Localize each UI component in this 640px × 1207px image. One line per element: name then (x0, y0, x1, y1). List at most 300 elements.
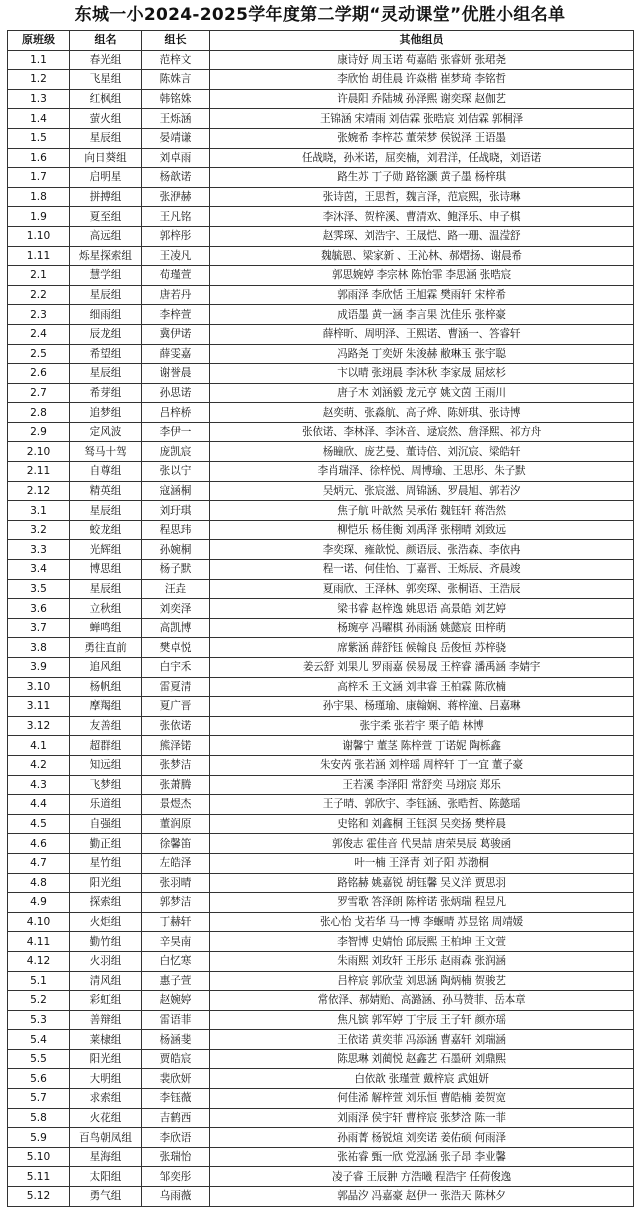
leader-cell: 陈姝言 (142, 70, 210, 90)
leader-cell: 左皓泽 (142, 853, 210, 873)
group-name-cell: 烁星探索组 (70, 246, 142, 266)
group-name-cell: 火炬组 (70, 912, 142, 932)
members-cell: 席紫涵 薛舒钰 候翰良 岳俊恒 苏梓骁 (210, 638, 634, 658)
header-group-name: 组名 (70, 31, 142, 51)
members-cell: 张宇柔 张若宇 栗子皓 林博 (210, 716, 634, 736)
table-row (8, 834, 634, 854)
leader-cell: 雷夏清 (142, 677, 210, 697)
members-cell: 魏毓恩、梁家新 、王沁林、郝熠扬、谢晨希 (210, 246, 634, 266)
members-cell: 任战晓，孙米诺，屈奕楠，刘君洋，任战晓，刘语诺 (210, 148, 634, 168)
leader-cell: 冀伊诺 (142, 324, 210, 344)
group-name-cell: 立秋组 (70, 599, 142, 619)
group-name-cell: 阳光组 (70, 1049, 142, 1069)
members-cell: 李智博 史婧怡 邱辰熙 王柏坤 王文萱 (210, 932, 634, 952)
group-name-cell: 夏至组 (70, 207, 142, 227)
table-row (8, 775, 634, 795)
table-row (8, 285, 634, 305)
group-name-cell: 慧学组 (70, 266, 142, 286)
leader-cell: 晏靖谦 (142, 128, 210, 148)
leader-cell: 李钰薇 (142, 1089, 210, 1109)
members-cell: 张心怡 戈若华 马一博 李蝘晴 苏昱铭 周靖媛 (210, 912, 634, 932)
members-cell: 张祐睿 甄一欣 党泓涵 张子昂 李业馨 (210, 1147, 634, 1167)
members-cell: 薛梓昕、周明泽、王熙诺、曹涵一、答睿轩 (210, 324, 634, 344)
members-cell: 程一诺、何佳怡、丁嘉晋、王烁辰、齐晨竣 (210, 560, 634, 580)
class-cell: 2.5 (8, 344, 70, 364)
table-row (8, 501, 634, 521)
leader-cell: 王凌凡 (142, 246, 210, 266)
leader-cell: 赵婉婷 (142, 991, 210, 1011)
class-cell: 4.9 (8, 893, 70, 913)
table-row (8, 755, 634, 775)
leader-cell: 李欣语 (142, 1128, 210, 1148)
table-row (8, 951, 634, 971)
table-row (8, 324, 634, 344)
leader-cell: 雷语菲 (142, 1010, 210, 1030)
table-row (8, 579, 634, 599)
members-cell: 路铭赫 姚嘉锐 胡钰馨 吴义洋 贾思羽 (210, 873, 634, 893)
class-cell: 5.11 (8, 1167, 70, 1187)
members-cell: 张婉希 李梓芯 董荣梦 侯锐泽 王语墨 (210, 128, 634, 148)
group-name-cell: 火羽组 (70, 951, 142, 971)
leader-cell: 白忆寒 (142, 951, 210, 971)
table-row (8, 893, 634, 913)
class-cell: 5.1 (8, 971, 70, 991)
class-cell: 5.12 (8, 1187, 70, 1207)
group-name-cell: 定风波 (70, 422, 142, 442)
class-cell: 2.1 (8, 266, 70, 286)
members-cell: 何佳浠 解梓萱 刘乐恒 曹皓楠 姜贺宽 (210, 1089, 634, 1109)
leader-cell: 庞凯宸 (142, 442, 210, 462)
table-row (8, 991, 634, 1011)
members-cell: 唐子木 刘涵毅 龙元亨 姚文茵 王雨川 (210, 383, 634, 403)
members-cell: 凌子睿 王辰翀 方浩曦 程浩宇 任荷俊逸 (210, 1167, 634, 1187)
group-name-cell: 求索组 (70, 1089, 142, 1109)
leader-cell: 邹奕彤 (142, 1167, 210, 1187)
table-row (8, 560, 634, 580)
table-row (8, 1069, 634, 1089)
class-cell: 2.3 (8, 305, 70, 325)
table-row (8, 481, 634, 501)
leader-cell: 杨涵斐 (142, 1030, 210, 1050)
table-row (8, 148, 634, 168)
table-row (8, 1010, 634, 1030)
table-row (8, 1167, 634, 1187)
group-name-cell: 春光组 (70, 50, 142, 70)
members-cell: 赵奕萌、张淼航、高子烨、陈妍琪、张诗博 (210, 403, 634, 423)
members-cell: 孙宇果、杨瑾瑜、康翰娴、蒋梓潼、吕嘉琳 (210, 697, 634, 717)
group-name-cell: 百鸟朝凤组 (70, 1128, 142, 1148)
members-cell: 王子晴、郭欣宇、李钰涵、张晧哲、陈懿瑶 (210, 795, 634, 815)
class-cell: 2.12 (8, 481, 70, 501)
group-name-cell: 精英组 (70, 481, 142, 501)
table-row (8, 638, 634, 658)
leader-cell: 王凡铭 (142, 207, 210, 227)
table-row (8, 618, 634, 638)
group-name-cell: 超群组 (70, 736, 142, 756)
table-row (8, 226, 634, 246)
leader-cell: 荀瑾萱 (142, 266, 210, 286)
members-cell: 罗雪歌 答泽朗 陈梓诺 张炳瑞 程昱凡 (210, 893, 634, 913)
leader-cell: 裴欣妍 (142, 1069, 210, 1089)
class-cell: 3.4 (8, 560, 70, 580)
leader-cell: 孙婉桐 (142, 540, 210, 560)
class-cell: 3.11 (8, 697, 70, 717)
class-cell: 2.9 (8, 422, 70, 442)
class-cell: 4.10 (8, 912, 70, 932)
table-row (8, 520, 634, 540)
class-cell: 3.3 (8, 540, 70, 560)
leader-cell: 谢誉晨 (142, 364, 210, 384)
header-row (8, 31, 634, 51)
class-cell: 4.2 (8, 755, 70, 775)
class-cell: 1.2 (8, 70, 70, 90)
class-cell: 3.8 (8, 638, 70, 658)
group-name-cell: 星辰组 (70, 501, 142, 521)
roster-body (8, 50, 634, 1206)
class-cell: 5.9 (8, 1128, 70, 1148)
group-name-cell: 红枫组 (70, 89, 142, 109)
group-name-cell: 知远组 (70, 755, 142, 775)
leader-cell: 贾皓宸 (142, 1049, 210, 1069)
class-cell: 1.7 (8, 168, 70, 188)
class-cell: 4.3 (8, 775, 70, 795)
group-name-cell: 飞星组 (70, 70, 142, 90)
class-cell: 5.5 (8, 1049, 70, 1069)
group-name-cell: 清风组 (70, 971, 142, 991)
class-cell: 2.10 (8, 442, 70, 462)
members-cell: 冯路尧 丁奕妍 朱浚赫 敝琳玉 张宇聪 (210, 344, 634, 364)
table-row (8, 422, 634, 442)
table-row (8, 403, 634, 423)
members-cell: 高梓禾 王文涵 刘聿睿 王柏霖 陈欣楠 (210, 677, 634, 697)
class-cell: 3.2 (8, 520, 70, 540)
group-name-cell: 探索组 (70, 893, 142, 913)
leader-cell: 唐若丹 (142, 285, 210, 305)
table-row (8, 442, 634, 462)
members-cell: 张依诺、李林泽、李沐音、逯宸然、詹泽熙、祁方舟 (210, 422, 634, 442)
leader-cell: 张依诺 (142, 716, 210, 736)
leader-cell: 吉鹤西 (142, 1108, 210, 1128)
class-cell: 5.7 (8, 1089, 70, 1109)
leader-cell: 董润原 (142, 814, 210, 834)
table-row (8, 1147, 634, 1167)
table-row (8, 305, 634, 325)
members-cell: 李奕琛、雍歆悦、颜语辰、张浩森、李依冉 (210, 540, 634, 560)
group-name-cell: 太阳组 (70, 1167, 142, 1187)
table-row (8, 462, 634, 482)
group-name-cell: 勇气组 (70, 1187, 142, 1207)
leader-cell: 郭梦洁 (142, 893, 210, 913)
group-name-cell: 星辰组 (70, 364, 142, 384)
members-cell: 姜云舒 刘果儿 罗雨嘉 侯易晟 王梓睿 潘禹涵 李婧宇 (210, 658, 634, 678)
members-cell: 叶一楠 王泽青 刘子阳 苏渤桐 (210, 853, 634, 873)
class-cell: 4.8 (8, 873, 70, 893)
leader-cell: 熊泽锘 (142, 736, 210, 756)
group-name-cell: 希芽组 (70, 383, 142, 403)
leader-cell: 汪垚 (142, 579, 210, 599)
class-cell: 5.3 (8, 1010, 70, 1030)
table-row (8, 599, 634, 619)
group-name-cell: 友善组 (70, 716, 142, 736)
members-cell: 焦子航 叶歆然 吴承佑 魏钰轩 蒋浩然 (210, 501, 634, 521)
table-row (8, 364, 634, 384)
group-name-cell: 细雨组 (70, 305, 142, 325)
class-cell: 2.8 (8, 403, 70, 423)
class-cell: 4.12 (8, 951, 70, 971)
members-cell: 常依泽、郝婧贻、高潞涵、孙马赞菲、岳本章 (210, 991, 634, 1011)
group-name-cell: 蛟龙组 (70, 520, 142, 540)
table-row (8, 266, 634, 286)
members-cell: 康诗妤 周玉诺 苟嘉皓 张睿妍 张珺尧 (210, 50, 634, 70)
members-cell: 朱雨熙 刘玫轩 王彤乐 赵雨森 张润涵 (210, 951, 634, 971)
leader-cell: 高凯博 (142, 618, 210, 638)
members-cell: 史铭和 刘鑫桐 王钰溟 吴奕扬 樊梓晨 (210, 814, 634, 834)
members-cell: 吕梓宸 郭欣莹 刘思涵 陶炳楠 贺骏艺 (210, 971, 634, 991)
members-cell: 王依诺 黄奕菲 冯添涵 曹嘉轩 刘瑞涵 (210, 1030, 634, 1050)
group-name-cell: 自强组 (70, 814, 142, 834)
table-row (8, 89, 634, 109)
header-class: 原班级 (8, 31, 70, 51)
table-row (8, 70, 634, 90)
leader-cell: 刘玗琪 (142, 501, 210, 521)
leader-cell: 杨子默 (142, 560, 210, 580)
group-name-cell: 善辩组 (70, 1010, 142, 1030)
group-name-cell: 自尊组 (70, 462, 142, 482)
members-cell: 张诗茵，王思哲，魏言泽，范宸熙，张诗琳 (210, 187, 634, 207)
leader-cell: 孙思诺 (142, 383, 210, 403)
class-cell: 4.7 (8, 853, 70, 873)
group-name-cell: 乐道组 (70, 795, 142, 815)
table-row (8, 1108, 634, 1128)
members-cell: 赵霁琛、刘浩宇、王晟恺、路一珊、温滢舒 (210, 226, 634, 246)
group-name-cell: 大明组 (70, 1069, 142, 1089)
group-name-cell: 拼搏组 (70, 187, 142, 207)
table-row (8, 246, 634, 266)
group-name-cell: 星竹组 (70, 853, 142, 873)
leader-cell: 薛雯嘉 (142, 344, 210, 364)
members-cell: 李沐泽、贺梓溪、曹清欢、鲍泽乐、申子棋 (210, 207, 634, 227)
members-cell: 柳恺乐 杨佳衡 刘禹泽 张栩晴 刘致远 (210, 520, 634, 540)
class-cell: 4.5 (8, 814, 70, 834)
members-cell: 李欣怡 胡佳晨 许焱楷 崔梦琦 李铭哲 (210, 70, 634, 90)
leader-cell: 张梦洁 (142, 755, 210, 775)
table-row (8, 1030, 634, 1050)
table-row (8, 736, 634, 756)
class-cell: 2.7 (8, 383, 70, 403)
members-cell: 许晨阳 乔陆城 孙泽熙 谢奕琛 赵伽艺 (210, 89, 634, 109)
leader-cell: 王烁涵 (142, 109, 210, 129)
group-name-cell: 勤竹组 (70, 932, 142, 952)
class-cell: 1.4 (8, 109, 70, 129)
members-cell: 杨瞳欣、庞艺曼、董诗倍、刘沉宸、梁皓轩 (210, 442, 634, 462)
class-cell: 5.10 (8, 1147, 70, 1167)
members-cell: 郭雨泽 李欣恬 王旭霖 樊雨轩 宋梓希 (210, 285, 634, 305)
table-row (8, 932, 634, 952)
class-cell: 4.11 (8, 932, 70, 952)
members-cell: 杨琬亭 冯曜棋 孙雨涵 姚懿宸 田梓萌 (210, 618, 634, 638)
leader-cell: 樊卓悦 (142, 638, 210, 658)
table-row (8, 658, 634, 678)
table-row (8, 383, 634, 403)
leader-cell: 杨歆诺 (142, 168, 210, 188)
group-name-cell: 辰龙组 (70, 324, 142, 344)
class-cell: 2.2 (8, 285, 70, 305)
members-cell: 梁书睿 赵梓逸 姚思语 高景皓 刘艺婷 (210, 599, 634, 619)
group-name-cell: 飞梦组 (70, 775, 142, 795)
leader-cell: 乌雨薇 (142, 1187, 210, 1207)
leader-cell: 程思玮 (142, 520, 210, 540)
group-name-cell: 启明星 (70, 168, 142, 188)
class-cell: 1.11 (8, 246, 70, 266)
leader-cell: 张洢赫 (142, 187, 210, 207)
members-cell: 郭思婉婷 李宗林 陈怡霏 李思涵 张晧宸 (210, 266, 634, 286)
class-cell: 1.3 (8, 89, 70, 109)
members-cell: 陈思琳 刘蔺悦 赵鑫艺 石墨研 刘鼎熙 (210, 1049, 634, 1069)
leader-cell: 范梓文 (142, 50, 210, 70)
class-cell: 3.7 (8, 618, 70, 638)
group-name-cell: 驽马十驾 (70, 442, 142, 462)
members-cell: 孙雨菁 杨锐煊 刘奕诺 姜佑硕 何雨泽 (210, 1128, 634, 1148)
members-cell: 夏雨欣、王泽林、郭奕琛、张桐语、王浩辰 (210, 579, 634, 599)
class-cell: 4.4 (8, 795, 70, 815)
members-cell: 谢馨宁 董茎 陈梓萱 丁诺妮 陶栎鑫 (210, 736, 634, 756)
group-name-cell: 火花组 (70, 1108, 142, 1128)
class-cell: 3.9 (8, 658, 70, 678)
class-cell: 5.2 (8, 991, 70, 1011)
table-row (8, 912, 634, 932)
leader-cell: 夏广晋 (142, 697, 210, 717)
table-row (8, 716, 634, 736)
class-cell: 3.10 (8, 677, 70, 697)
group-name-cell: 高远组 (70, 226, 142, 246)
members-cell: 成语墨 黄一涵 李言果 沈佳乐 张梓豪 (210, 305, 634, 325)
members-cell: 朱安芮 张若涵 刘梓瑶 周梓轩 丁一宜 董子豪 (210, 755, 634, 775)
class-cell: 2.11 (8, 462, 70, 482)
group-name-cell: 追梦组 (70, 403, 142, 423)
table-row (8, 1089, 634, 1109)
group-name-cell: 阳光组 (70, 873, 142, 893)
group-name-cell: 博思组 (70, 560, 142, 580)
leader-cell: 辛昊南 (142, 932, 210, 952)
members-cell: 焦凡镔 郭军婷 丁宇辰 王子轩 颜亦瑶 (210, 1010, 634, 1030)
leader-cell: 李伊一 (142, 422, 210, 442)
header-members: 其他组员 (210, 31, 634, 51)
leader-cell: 张瑞怡 (142, 1147, 210, 1167)
leader-cell: 吕梓桥 (142, 403, 210, 423)
leader-cell: 刘奕泽 (142, 599, 210, 619)
members-cell: 路生苏 丁子勋 路铭灏 黄子墨 杨梓琪 (210, 168, 634, 188)
members-cell: 郭晶汐 冯嘉豪 赵伊一 张浩天 陈林夕 (210, 1187, 634, 1207)
table-row (8, 128, 634, 148)
table-row (8, 795, 634, 815)
table-row (8, 814, 634, 834)
class-cell: 5.6 (8, 1069, 70, 1089)
group-name-cell: 星辰组 (70, 579, 142, 599)
class-cell: 1.6 (8, 148, 70, 168)
table-row (8, 187, 634, 207)
leader-cell: 韩铭姝 (142, 89, 210, 109)
table-row (8, 207, 634, 227)
table-row (8, 168, 634, 188)
leader-cell: 白宇禾 (142, 658, 210, 678)
table-row (8, 697, 634, 717)
leader-cell: 惠子萱 (142, 971, 210, 991)
group-name-cell: 莱棣组 (70, 1030, 142, 1050)
group-name-cell: 星辰组 (70, 128, 142, 148)
class-cell: 4.6 (8, 834, 70, 854)
members-cell: 王锦涵 宋靖雨 刘佶霖 张晧宸 刘佶霖 郭桐泽 (210, 109, 634, 129)
leader-cell: 郭梓彤 (142, 226, 210, 246)
group-name-cell: 杨帆组 (70, 677, 142, 697)
members-cell: 吴炳元、张宸滋、周锦涵、罗晨旭、郭若汐 (210, 481, 634, 501)
class-cell: 1.1 (8, 50, 70, 70)
class-cell: 2.4 (8, 324, 70, 344)
leader-cell: 张萧腾 (142, 775, 210, 795)
leader-cell: 寇涵桐 (142, 481, 210, 501)
table-row (8, 540, 634, 560)
group-name-cell: 蝉鸣组 (70, 618, 142, 638)
class-cell: 3.1 (8, 501, 70, 521)
group-name-cell: 彩虹组 (70, 991, 142, 1011)
table-row (8, 853, 634, 873)
table-row (8, 1187, 634, 1207)
group-name-cell: 星海组 (70, 1147, 142, 1167)
leader-cell: 景煜杰 (142, 795, 210, 815)
leader-cell: 张羽晴 (142, 873, 210, 893)
class-cell: 5.4 (8, 1030, 70, 1050)
group-name-cell: 萤火组 (70, 109, 142, 129)
class-cell: 1.9 (8, 207, 70, 227)
class-cell: 5.8 (8, 1108, 70, 1128)
table-row (8, 971, 634, 991)
group-name-cell: 光辉组 (70, 540, 142, 560)
members-cell: 王若溪 李泽阳 常舒奕 马翊宸 郑乐 (210, 775, 634, 795)
class-cell: 4.1 (8, 736, 70, 756)
class-cell: 3.6 (8, 599, 70, 619)
class-cell: 3.5 (8, 579, 70, 599)
group-name-cell: 摩羯组 (70, 697, 142, 717)
class-cell: 1.5 (8, 128, 70, 148)
document-title: 东城一小2024-2025学年度第二学期“灵动课堂”优胜小组名单 (74, 5, 566, 25)
group-name-cell: 勇往直前 (70, 638, 142, 658)
class-cell: 2.6 (8, 364, 70, 384)
class-cell: 1.8 (8, 187, 70, 207)
group-name-cell: 希望组 (70, 344, 142, 364)
members-cell: 卞以晴 张翊晨 李沐秋 李家晟 屈炫杉 (210, 364, 634, 384)
table-row (8, 50, 634, 70)
leader-cell: 李梓萱 (142, 305, 210, 325)
table-row (8, 677, 634, 697)
class-cell: 3.12 (8, 716, 70, 736)
group-name-cell: 追风组 (70, 658, 142, 678)
class-cell: 1.10 (8, 226, 70, 246)
group-name-cell: 勤正组 (70, 834, 142, 854)
table-row (8, 109, 634, 129)
leader-cell: 徐馨笛 (142, 834, 210, 854)
header-leader: 组长 (142, 31, 210, 51)
leader-cell: 丁赫轩 (142, 912, 210, 932)
group-name-cell: 星辰组 (70, 285, 142, 305)
members-cell: 白依歆 张瑾萱 戴梓宸 武姐妍 (210, 1069, 634, 1089)
members-cell: 郭俊志 霍佳音 代昊喆 唐荣昊辰 葛骏函 (210, 834, 634, 854)
members-cell: 刘雨泽 侯宇轩 曹梓宸 张梦浛 陈一菲 (210, 1108, 634, 1128)
leader-cell: 刘卓雨 (142, 148, 210, 168)
group-name-cell: 向日葵组 (70, 148, 142, 168)
leader-cell: 张以宁 (142, 462, 210, 482)
table-row (8, 1049, 634, 1069)
table-row (8, 1128, 634, 1148)
table-row (8, 344, 634, 364)
